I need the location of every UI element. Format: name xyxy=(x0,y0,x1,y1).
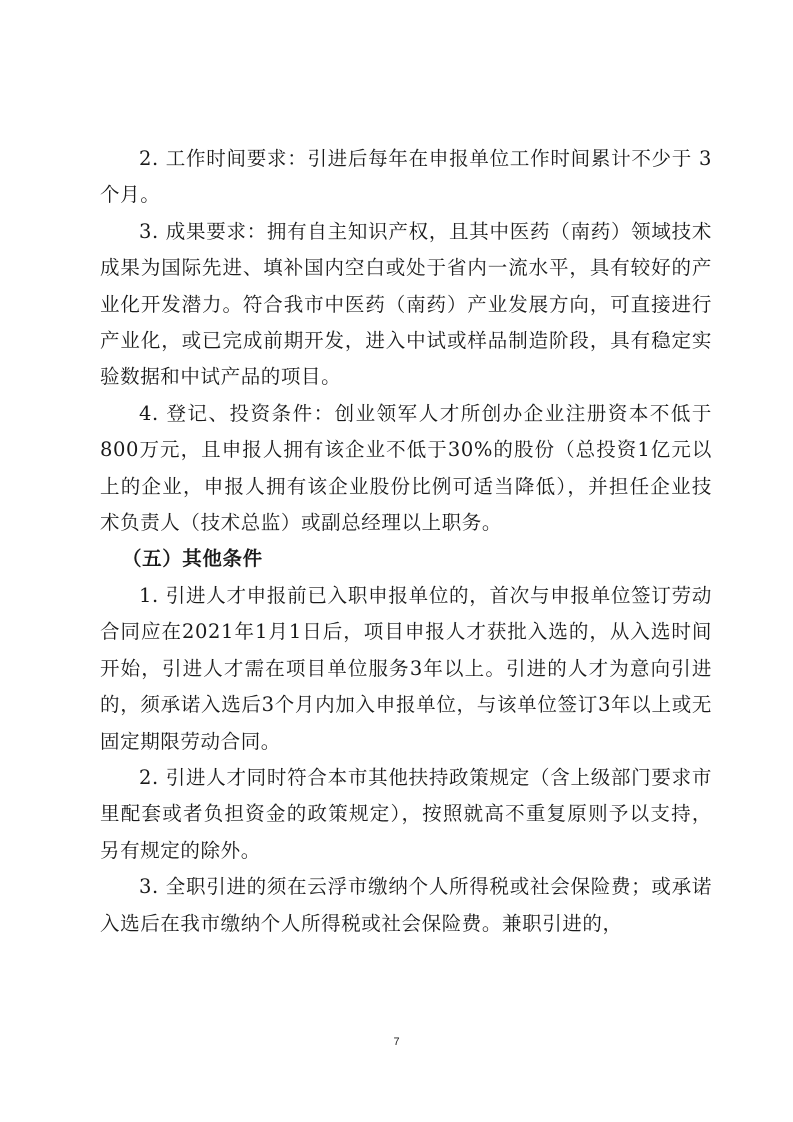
section-heading-other-conditions: （五）其他条件 xyxy=(122,547,263,571)
document-body xyxy=(100,141,712,942)
paragraph-registration-investment: 4. 登记、投资条件：创业领军人才所创办企业注册资本不低于800万元，且申报人拥有该企业不低于30%的股份（总投资1亿元以上的企业，申报人拥有该企业股份比例可适当降低），并担任企业技术负责人（技术总监）或副总经理以上职务。 xyxy=(100,401,712,535)
paragraph-achievement-requirement: 3. 成果要求：拥有自主知识产权，且其中医药（南药）领域技术成果为国际先进、填补国内空白或处于省内一流水平，具有较好的产业化开发潜力。符合我市中医药（南药）产业发展方向，可直接进行产业化，或已完成前期开发，进入中试或样品制造阶段，具有稳定实验数据和中试产品的项目。 xyxy=(100,219,712,389)
paragraph-policy-support: 2. 引进人才同时符合本市其他扶持政策规定（含上级部门要求市里配套或者负担资金的政策规定），按照就高不重复原则予以支持，另有规定的除外。 xyxy=(100,765,712,862)
paragraph-tax-insurance: 3. 全职引进的须在云浮市缴纳个人所得税或社会保险费；或承诺入选后在我市缴纳个人所得税或社会保险费。兼职引进的， xyxy=(100,875,712,935)
page-number: 7 xyxy=(393,1036,400,1048)
paragraph-work-time: 2. 工作时间要求：引进后每年在申报单位工作时间累计不少于 3 个月。 xyxy=(100,147,712,207)
paragraph-employment-contract: 1. 引进人才申报前已入职申报单位的，首次与申报单位签订劳动合同应在2021年1月1日后，项目申报人才获批入选的，从入选时间开始，引进人才需在项目单位服务3年以上。引进的人才为意向引进的，须承诺入选后3个月内加入申报单位，与该单位签订3年以上或无固定期限劳动合同。 xyxy=(100,583,712,753)
